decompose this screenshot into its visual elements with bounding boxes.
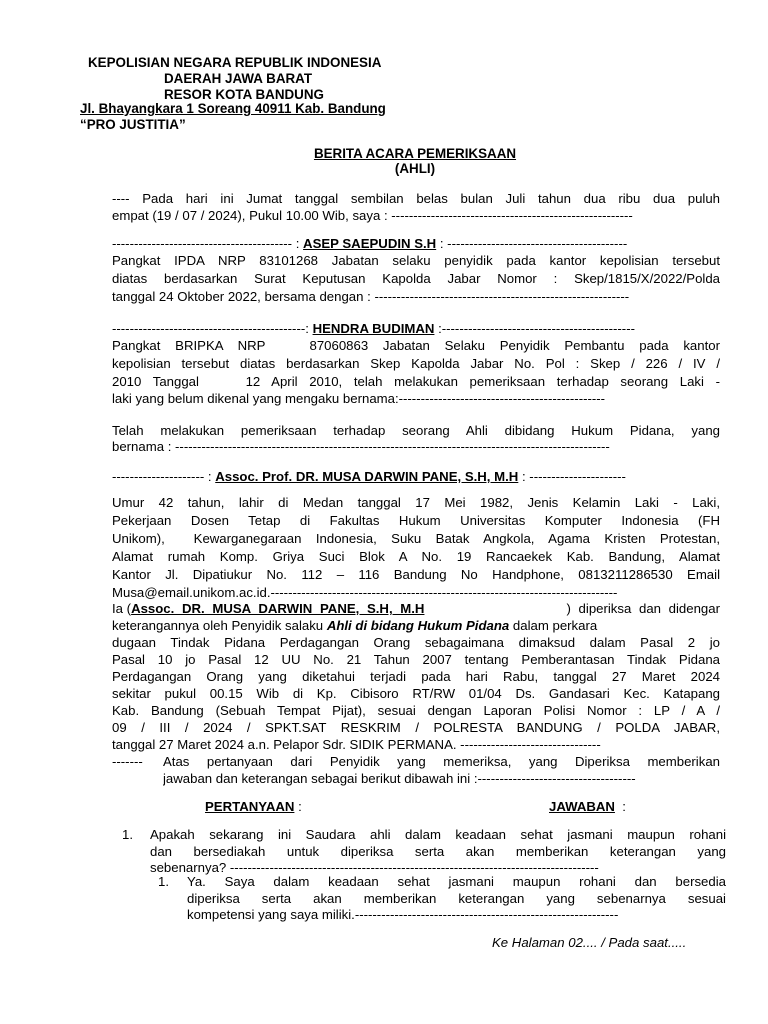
qa-intro-dash: ------- [112,754,143,769]
expert-prefix: --------------------- : [112,469,216,484]
header-institution: KEPOLISIAN NEGARA REPUBLIK INDONESIA [88,55,382,70]
statement-line-3: dugaan Tindak Pidana Perdagangan Orang sebagaimana dimaksud dalam Pasal 2 jo [112,635,720,650]
opening-line-2: empat (19 / 07 / 2024), Pukul 10.00 Wib, saya : ------------------------------------------------------- [112,208,633,223]
examination-line-2: bernama : --------------------------------------------------------------------------------------------------- [112,439,610,454]
statement-line-5: Perdagangan Orang yang diketahui terjadi pada hari Rabu, tanggal 27 Maret 2024 [112,669,720,684]
expert-detail-4: Alamat rumah Komp. Griya Suci Blok A No. 19 Rancaekek Kab. Bandung, Alamat [112,549,720,564]
expert-detail-5: Kantor Jl. Dipatiukur No. 112 – 116 Bandung No Handphone, 0813211286530 Email [112,567,720,582]
statement-role: Ahli di bidang Hukum Pidana [326,618,510,633]
statement-line-1 [112,600,720,617]
officer1-prefix: ----------------------------------------- : [112,236,304,251]
answer-column-header [549,798,626,815]
statement-expert-name: Assoc. DR. MUSA DARWIN PANE, S.H, M.H [131,601,425,616]
question-line-2: dan bersediakah untuk diperiksa serta akan memberikan keterangan yang [150,844,726,859]
statement-after-name: ) diperiksa dan didengar [566,601,720,616]
question-label: PERTANYAAN [205,799,295,814]
answer-colon: : [614,799,626,814]
expert-suffix: : ---------------------- [518,469,626,484]
officer1-suffix: : ----------------------------------------- [436,236,628,251]
question-colon: : [294,799,302,814]
officer1-name-line [112,235,720,252]
officer1-detail-1: Pangkat IPDA NRP 83101268 Jabatan selaku penyidik pada kantor kepolisian tersebut [112,253,720,268]
header-motto: “PRO JUSTITIA” [80,117,186,132]
expert-detail-1: Umur 42 tahun, lahir di Medan tanggal 17 Mei 1982, Jenis Kelamin Laki - Laki, [112,495,720,510]
statement-line-2 [112,617,720,634]
officer1-detail-2: diatas berdasarkan Surat Keputusan Kapolda Jabar Nomor : Skep/1815/X/2022/Polda [112,271,720,286]
statement-line-7: Kab. Bandung (Sebuah Tempat Pijat), sesuai dengan Laporan Polisi Nomor : LP / A / [112,703,720,718]
statement-start: Ia ( [112,601,132,616]
qa-intro-line-1: Atas pertanyaan dari Penyidik yang memeriksa, yang Diperiksa memberikan [163,754,720,769]
answer-number: 1. [158,874,169,889]
expert-detail-6: Musa@email.unikom.ac.id.------------------------------------------------------------------------------- [112,585,618,600]
officer2-suffix: :-------------------------------------------- [434,321,635,336]
expert-detail-2: Pekerjaan Dosen Tetap di Fakultas Hukum Universitas Komputer Indonesia (FH [112,513,720,528]
question-line-1: Apakah sekarang ini Saudara ahli dalam keadaan sehat jasmani maupun rohani [150,827,726,842]
officer2-detail-3: 2010 Tanggal 12 April 2010, telah melakukan pemeriksaan terhadap seorang Laki - [112,374,720,389]
header-address: Jl. Bhayangkara 1 Soreang 40911 Kab. Bandung [80,101,386,116]
expert-name: Assoc. Prof. DR. MUSA DARWIN PANE, S.H, M.H [215,469,519,484]
statement-line-8: 09 / III / 2024 / SPKT.SAT RESKRIM / POLRESTA BANDUNG / POLDA JABAR, [112,720,720,735]
officer2-name-line [112,320,720,337]
expert-detail-3: Unikom), Kewarganegaraan Indonesia, Suku Batak Angkola, Agama Kristen Protestan, [112,531,720,546]
answer-label: JAWABAN [549,799,615,814]
statement-line-9: tanggal 27 Maret 2024 a.n. Pelapor Sdr. SIDIK PERMANA. -------------------------------- [112,737,601,752]
document-subtitle: (AHLI) [394,161,436,176]
question-column-header [205,798,302,815]
officer2-name: HENDRA BUDIMAN [312,321,435,336]
officer2-prefix: --------------------------------------------: [112,321,313,336]
examination-line-1: Telah melakukan pemeriksaan terhadap seorang Ahli dibidang Hukum Pidana, yang [112,423,720,438]
document-title: BERITA ACARA PEMERIKSAAN [313,146,517,161]
answer-line-1: Ya. Saya dalam keadaan sehat jasmani maupun rohani dan bersedia [187,874,726,889]
answer-line-3: kompetensi yang saya miliki.------------------------------------------------------------ [187,907,619,922]
question-number: 1. [122,827,133,842]
officer2-detail-2: kepolisian tersebut diatas berdasarkan Skep Kapolda Jabar No. Pol : Skep / 226 / IV / [112,356,720,371]
qa-intro-line-2: jawaban dan keterangan sebagai berikut dibawah ini :------------------------------------ [163,771,636,786]
header-region: DAERAH JAWA BARAT [164,71,313,86]
statement-line-6: sekitar pukul 00.15 Wib di Kp. Cibisoro RT/RW 01/04 Ds. Gandasari Kec. Katapang [112,686,720,701]
officer1-detail-3: tanggal 24 Oktober 2022, bersama dengan : ---------------------------------------------------------- [112,289,630,304]
statement-line-4: Pasal 10 jo Pasal 12 UU No. 21 Tahun 2007 tentang Pemberantasan Tindak Pidana [112,652,720,667]
answer-line-2: diperiksa serta akan memberikan keterangan yang sebenarnya sesuai [187,891,726,906]
expert-name-line [112,468,720,485]
page-continuation-note: Ke Halaman 02.... / Pada saat..... [492,935,687,950]
officer2-detail-4: laki yang belum dikenal yang mengaku bernama:----------------------------------------------- [112,391,606,406]
header-resort: RESOR KOTA BANDUNG [164,87,324,102]
question-line-3: sebenarnya? ------------------------------------------------------------------------------------ [150,860,599,875]
opening-line-1: ---- Pada hari ini Jumat tanggal sembilan belas bulan Juli tahun dua ribu dua puluh [112,191,720,206]
statement-line2-b: dalam perkara [509,618,598,633]
statement-line2-a: keterangannya oleh Penyidik salaku [112,618,327,633]
officer1-name: ASEP SAEPUDIN S.H [303,236,437,251]
officer2-detail-1: Pangkat BRIPKA NRP 87060863 Jabatan Selaku Penyidik Pembantu pada kantor [112,338,720,353]
